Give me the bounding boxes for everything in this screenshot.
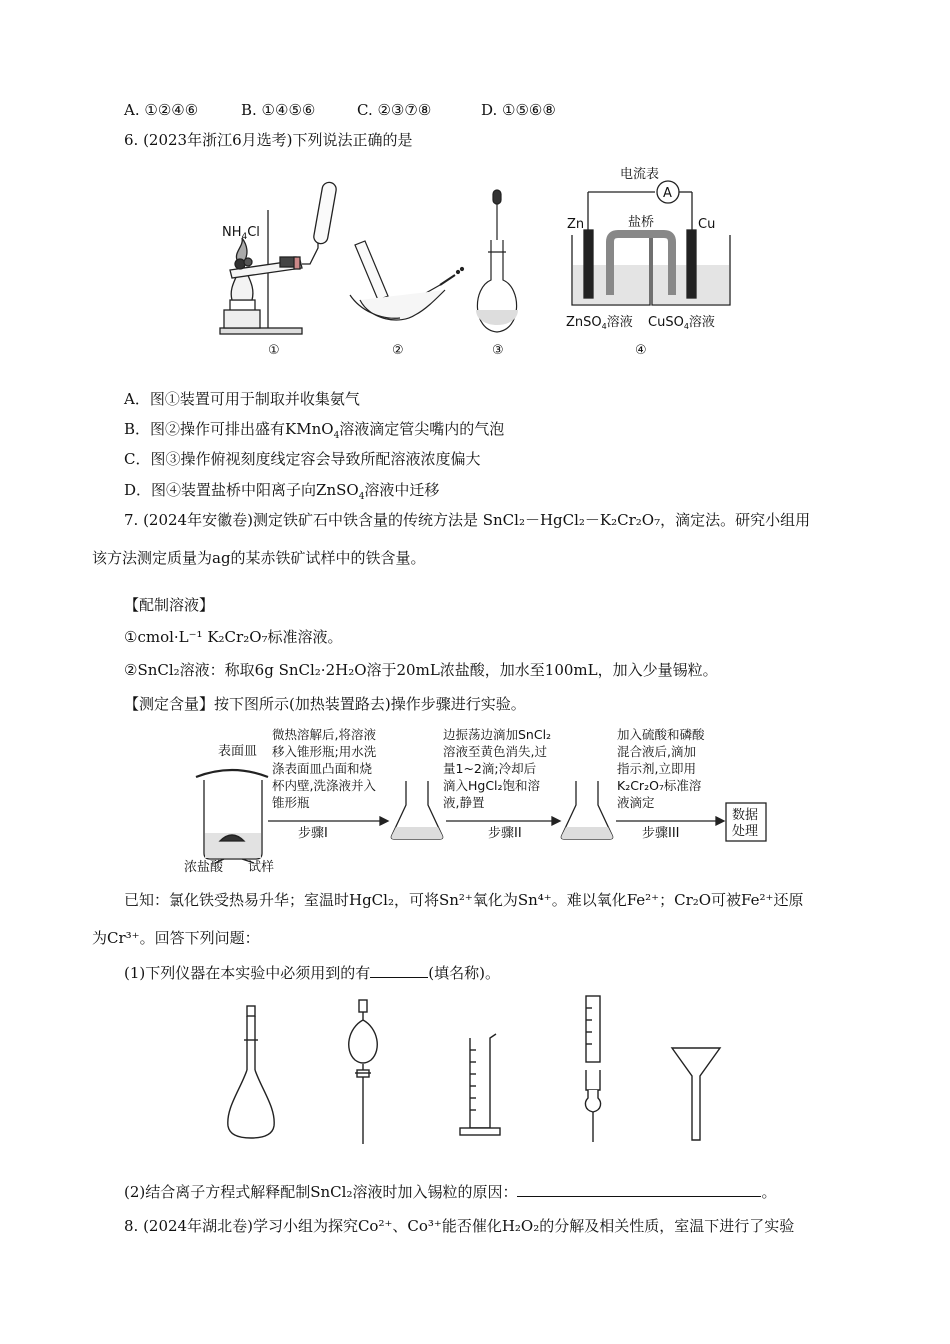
ammonia-apparatus (220, 181, 337, 334)
q7-known-line2: 为Cr³⁺。回答下列问题： (92, 929, 260, 947)
zn-label: Zn (567, 217, 585, 232)
znso4-label: ZnSO$_4$溶液 (566, 315, 633, 331)
burette-hand (350, 241, 464, 320)
q6-option-a: A．图①装置可用于制取并收集氨气 (124, 390, 360, 408)
q7-prep2: ②SnCl₂溶液：称取6g SnCl₂·2H₂O溶于20mL浓盐酸，加水至100mL，加入少量锡粒。 (124, 661, 718, 679)
step2-text: 边振荡边滴加SnCl₂ 溶液至黄色消失,过 量1~2滴;冷却后 滴入HgCl₂饱和溶 液,静置 (443, 727, 552, 810)
fig-number-2: ② (392, 343, 404, 358)
q5-option-d: D. ①⑤⑥⑧ (481, 101, 556, 119)
step2-label: 步骤II (488, 826, 522, 841)
watch-glass-label: 表面皿 (218, 744, 258, 759)
sample-label: 试样 (248, 860, 275, 875)
fig-number-1: ① (268, 343, 280, 358)
fig-number-3: ③ (492, 343, 504, 358)
q5-options (124, 100, 556, 120)
nh4cl-label: $NH_4Cl$ (222, 225, 260, 242)
conc-hcl-label: 浓盐酸 (184, 860, 224, 875)
ammeter-symbol: A (663, 186, 672, 201)
volumetric-flask-icon (228, 1006, 274, 1138)
q7-instruments-figure (220, 990, 730, 1150)
q5-option-a: A. ①②④⑥ (124, 101, 199, 119)
separatory-funnel-icon (349, 1000, 378, 1144)
burette-icon (585, 996, 600, 1142)
q7-measure: 【测定含量】按下图所示(加热装置路去)操作步骤进行实验。 (124, 695, 526, 713)
answer-blank-1[interactable] (370, 963, 428, 978)
q7-sub2: (2)结合离子方程式解释配制SnCl₂溶液时加入锡粒的原因： 。 (124, 1183, 777, 1201)
q7-prep-title: 【配制溶液】 (124, 596, 215, 614)
step1-text: 微热溶解后,将溶液 移入锥形瓶;用水洗 涤表面皿凸面和烧 杯内壁,洗涤液并入 锥形瓶 (272, 727, 377, 810)
q6-option-b: B．图②操作可排出盛有KMnO$_4$溶液滴定管尖嘴内的气泡 (124, 420, 505, 441)
funnel-icon (672, 1048, 720, 1140)
q8-stem: 8. (2024年湖北卷)学习小组为探究Co²⁺、Co³⁺能否催化H₂O₂的分解及相关性质，室温下进行了实验 (124, 1217, 795, 1235)
fig-number-4: ④ (635, 343, 647, 358)
data-box-line1: 数据 (732, 808, 759, 823)
q5-option-c: C. ②③⑦⑧ (357, 101, 432, 119)
q7-prep1: ①cmol·L⁻¹ K₂Cr₂O₇标准溶液。 (124, 628, 343, 646)
q7-stem-line1: 7. (2024年安徽卷)测定铁矿石中铁含量的传统方法是 SnCl₂－HgCl₂－K₂Cr₂O₇，滴定法。研究小组用 (124, 511, 811, 529)
q7-stem-line2: 该方法测定质量为ag的某赤铁矿试样中的铁含量。 (92, 549, 426, 567)
data-box-line2: 处理 (732, 824, 759, 839)
answer-blank-2[interactable] (517, 1182, 761, 1197)
salt-bridge-label: 盐桥 (628, 215, 655, 230)
ammeter-label: 电流表 (620, 167, 660, 182)
cuso4-label: CuSO$_4$溶液 (648, 315, 715, 331)
step1-label: 步骤I (298, 826, 328, 841)
q6-option-d: D．图④装置盐桥中阳离子向ZnSO$_4$溶液中迁移 (124, 481, 440, 502)
q6-figure (210, 160, 730, 365)
q6-stem: 6. (2023年浙江6月选考)下列说法正确的是 (124, 131, 413, 149)
graduated-cylinder-icon (460, 1034, 500, 1135)
q5-option-b: B. ①④⑤⑥ (241, 101, 316, 119)
step3-label: 步骤III (642, 826, 680, 841)
step3-text: 加入硫酸和磷酸 混合液后,滴加 指示剂,立即用 K₂Cr₂O₇标准溶 液滴定 (617, 727, 705, 810)
galvanic-cell (572, 181, 730, 305)
q6-option-c: C．图③操作俯视刻度线定容会导致所配溶液浓度偏大 (124, 450, 481, 468)
cu-label: Cu (698, 217, 716, 232)
q7-known-line1: 已知：氯化铁受热易升华；室温时HgCl₂，可将Sn²⁺氧化为Sn⁴⁺。难以氧化Fe²⁺；Cr₂O可被Fe²⁺还原 (124, 891, 804, 909)
q7-sub1: (1)下列仪器在本实验中必须用到的有 (填名称)。 (124, 964, 500, 982)
volumetric-flask-dropper (476, 190, 518, 332)
